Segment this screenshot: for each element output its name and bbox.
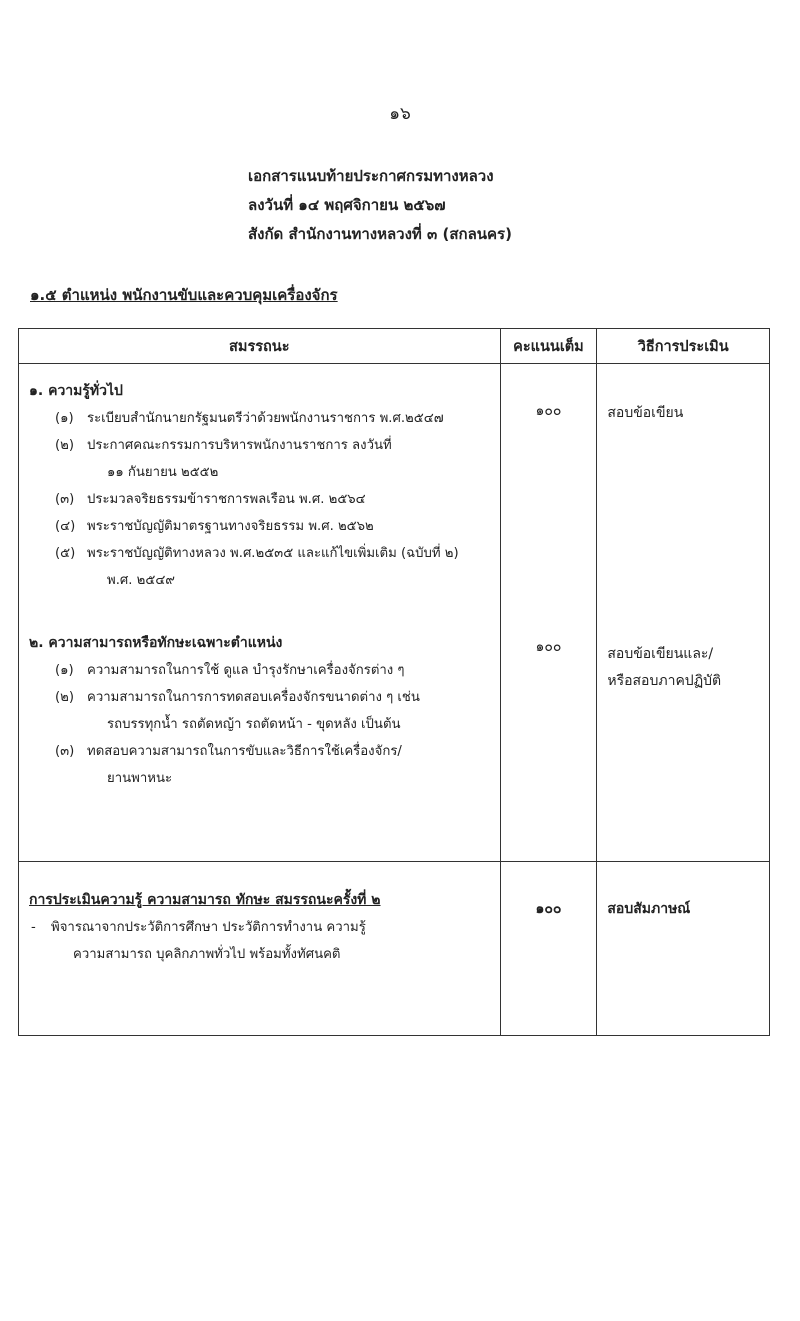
header-affiliation: สังกัด สำนักงานทางหลวงที่ ๓ (สกลนคร)	[248, 225, 512, 243]
item-text-continued: พ.ศ. ๒๕๔๙	[107, 573, 175, 588]
interview-desc-line2: ความสามารถ บุคลิกภาพทั่วไป พร้อมทั้งทัศนคติ	[73, 947, 341, 962]
item-text: ความสามารถในการการทดสอบเครื่องจักรขนาดต่าง ๆ เช่น	[87, 690, 420, 705]
method-cell	[597, 364, 770, 862]
item-number: (๑)	[55, 663, 74, 678]
interview-method: สอบสัมภาษณ์	[597, 862, 770, 1036]
item-number: (๕)	[55, 546, 76, 561]
item-number: (๑)	[55, 411, 74, 426]
list-item	[29, 405, 490, 432]
item-text-continued: ยานพาหนะ	[107, 771, 173, 786]
page-number: ๑๖	[389, 104, 411, 124]
table-header-row	[19, 329, 770, 364]
list-item	[29, 540, 490, 594]
item-number: (๓)	[55, 492, 75, 507]
list-item	[29, 657, 490, 684]
document-header	[248, 162, 512, 249]
table-row	[19, 862, 770, 1036]
list-item	[29, 486, 490, 513]
group1-method: สอบข้อเขียน	[607, 405, 684, 421]
item-text: ประกาศคณะกรรมการบริหารพนักงานราชการ ลงวันที่	[87, 438, 392, 453]
group1-score: ๑๐๐	[535, 403, 562, 419]
item-text: พระราชบัญญัติทางหลวง พ.ศ.๒๕๓๕ และแก้ไขเพิ่มเติม (ฉบับที่ ๒)	[87, 546, 459, 561]
header-full-score: คะแนนเต็ม	[500, 329, 597, 364]
group2-score: ๑๐๐	[535, 639, 562, 655]
interview-description	[29, 914, 490, 968]
competency-cell	[19, 364, 501, 862]
group2-method-line2: หรือสอบภาคปฏิบัติ	[607, 673, 722, 689]
score-cell	[500, 364, 597, 862]
interview-cell	[19, 862, 501, 1036]
item-text: พระราชบัญญัติมาตรฐานทางจริยธรรม พ.ศ. ๒๕๖๒	[87, 519, 374, 534]
header-date: ลงวันที่ ๑๔ พฤศจิกายน ๒๕๖๗	[248, 196, 446, 214]
item-number: (๒)	[55, 690, 74, 705]
interview-score: ๑๐๐	[500, 862, 597, 1036]
header-method: วิธีการประเมิน	[597, 329, 770, 364]
header-title: เอกสารแนบท้ายประกาศกรมทางหลวง	[248, 167, 494, 185]
section-title: ๑.๕ ตำแหน่ง พนักงานขับและควบคุมเครื่องจักร	[30, 286, 338, 304]
item-text: ความสามารถในการใช้ ดูแล บำรุงรักษาเครื่องจักรต่าง ๆ	[87, 663, 405, 678]
group2-method-line1: สอบข้อเขียนและ/	[607, 646, 714, 662]
item-number: (๒)	[55, 438, 74, 453]
list-item	[29, 513, 490, 540]
interview-desc-line1: พิจารณาจากประวัติการศึกษา ประวัติการทำงาน ความรู้	[51, 920, 366, 935]
item-text-continued: รถบรรทุกน้ำ รถตัดหญ้า รถตัดหน้า - ขุดหลัง เป็นต้น	[107, 717, 401, 732]
item-text-continued: ๑๑ กันยายน ๒๕๕๒	[107, 465, 219, 480]
dash-bullet: -	[31, 920, 36, 935]
group-specific-skills-title: ๒. ความสามารถหรือทักษะเฉพาะตำแหน่ง	[29, 635, 283, 651]
list-item	[29, 684, 490, 738]
group-general-knowledge-title: ๑. ความรู้ทั่วไป	[29, 383, 123, 399]
list-item	[29, 432, 490, 486]
competency-table	[18, 328, 770, 1036]
interview-title: การประเมินความรู้ ความสามารถ ทักษะ สมรรถนะครั้งที่ ๒	[29, 892, 381, 908]
item-text: ระเบียบสำนักนายกรัฐมนตรีว่าด้วยพนักงานราชการ พ.ศ.๒๕๔๗	[87, 411, 444, 426]
item-number: (๓)	[55, 744, 75, 759]
item-text: ทดสอบความสามารถในการขับและวิธีการใช้เครื่องจักร/	[87, 744, 402, 759]
table-row	[19, 364, 770, 862]
item-number: (๔)	[55, 519, 76, 534]
header-competency: สมรรถนะ	[19, 329, 501, 364]
list-item	[29, 738, 490, 792]
item-text: ประมวลจริยธรรมข้าราชการพลเรือน พ.ศ. ๒๕๖๔	[87, 492, 366, 507]
